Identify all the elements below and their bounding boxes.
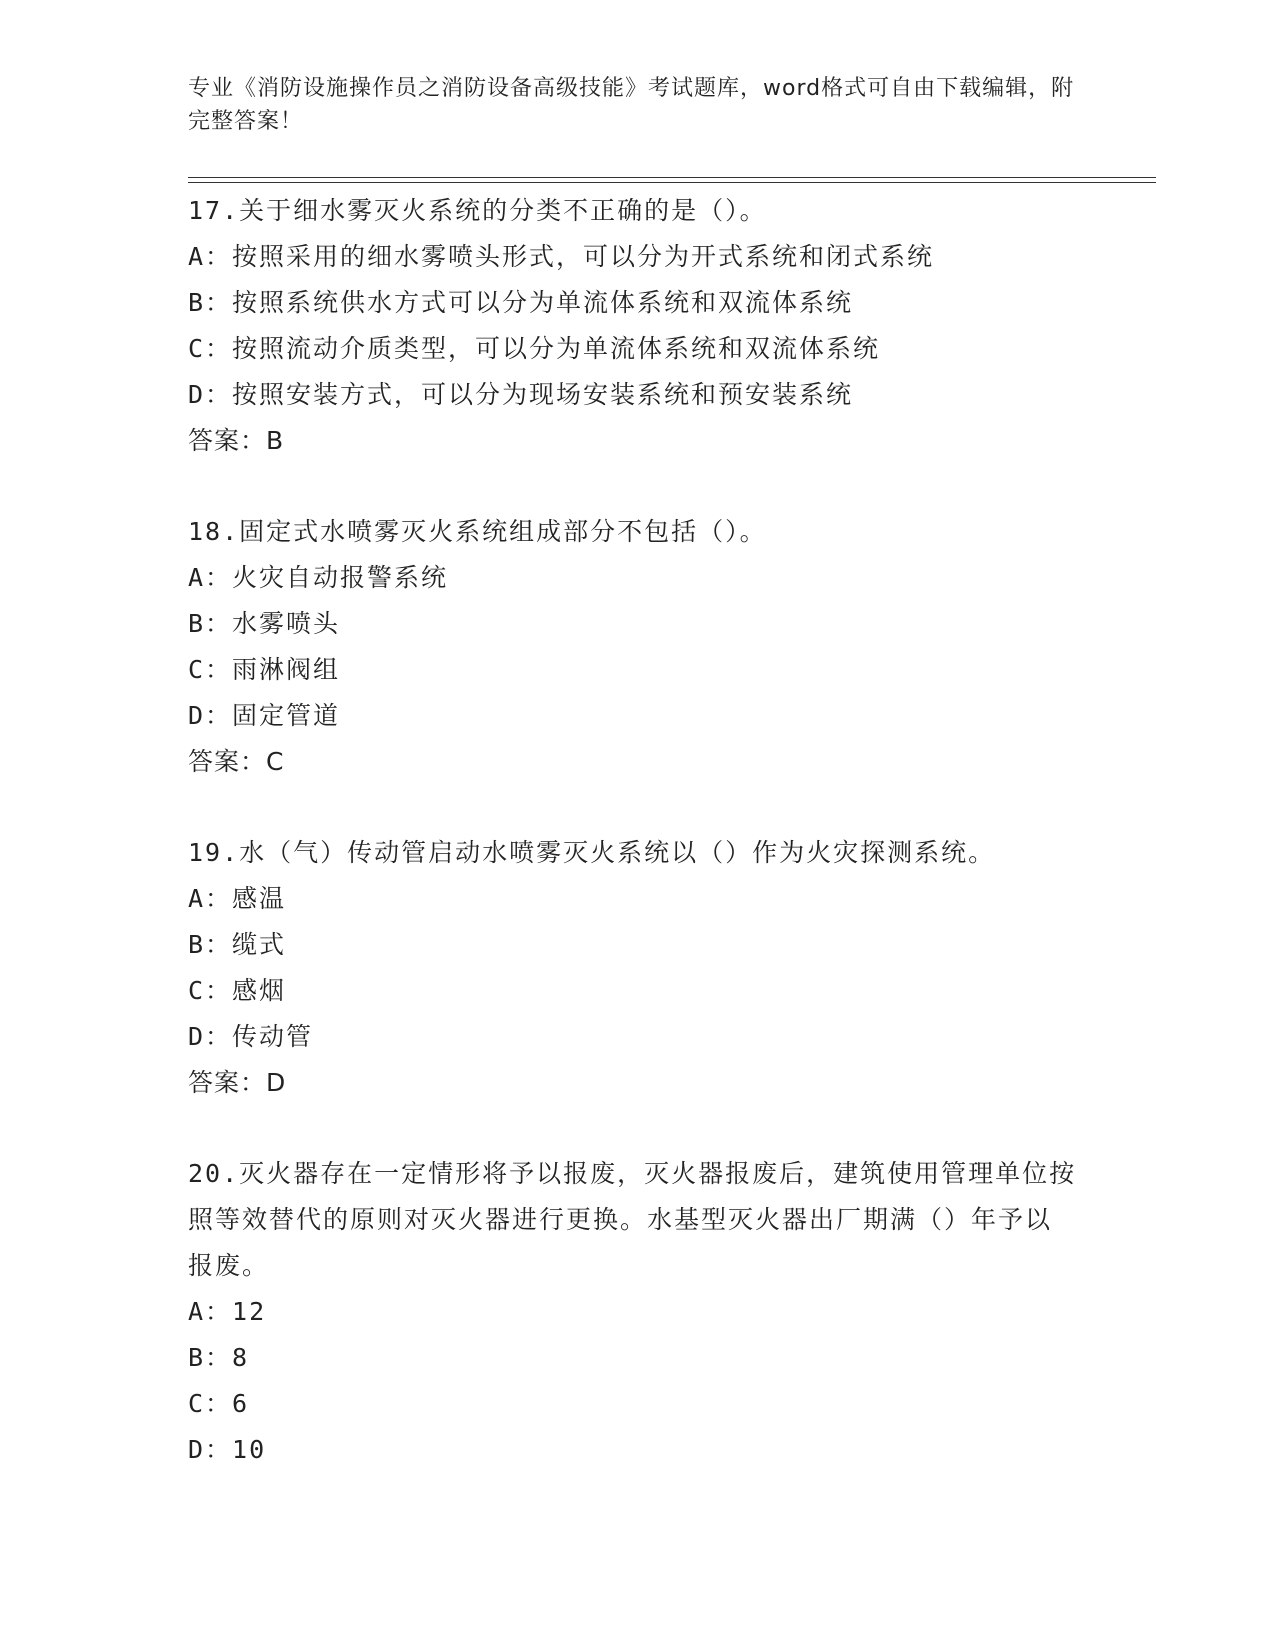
- answer-label: 答案：D: [188, 1068, 287, 1097]
- question-18: [188, 509, 1088, 785]
- question-stem: 19.水（气）传动管启动水喷雾灭火系统以（）作为火灾探测系统。: [188, 838, 996, 867]
- header-divider-top: [188, 177, 1156, 178]
- option-a: A：火灾自动报警系统: [188, 563, 449, 592]
- option-b: B：按照系统供水方式可以分为单流体系统和双流体系统: [188, 288, 854, 317]
- option-b: B：水雾喷头: [188, 609, 341, 638]
- option-a: A：感温: [188, 884, 287, 913]
- header-divider-bottom: [188, 182, 1156, 183]
- option-c: C：按照流动介质类型，可以分为单流体系统和双流体系统: [188, 334, 881, 363]
- option-b: B：缆式: [188, 930, 287, 959]
- question-stem: 18.固定式水喷雾灭火系统组成部分不包括（）。: [188, 517, 767, 546]
- option-c: C：6: [188, 1389, 250, 1418]
- option-a: A：12: [188, 1297, 267, 1326]
- option-a: A：按照采用的细水雾喷头形式，可以分为开式系统和闭式系统: [188, 242, 935, 271]
- option-d: D：10: [188, 1435, 267, 1464]
- option-d: D：按照安装方式，可以分为现场安装系统和预安装系统: [188, 380, 854, 409]
- option-c: C：雨淋阀组: [188, 655, 341, 684]
- answer-label: 答案：C: [188, 747, 285, 776]
- option-c: C：感烟: [188, 976, 287, 1005]
- question-19: [188, 830, 1088, 1106]
- question-17: [188, 188, 1088, 464]
- question-stem: 20.灭火器存在一定情形将予以报废，灭火器报废后，建筑使用管理单位按照等效替代的原则对灭火器进行更换。水基型灭火器出厂期满（）年予以报废。: [188, 1159, 1077, 1280]
- option-d: D：传动管: [188, 1022, 314, 1051]
- question-list: [188, 188, 1088, 1518]
- document-header: 专业《消防设施操作员之消防设备高级技能》考试题库，word格式可自由下载编辑，附完整答案！: [188, 76, 1075, 134]
- option-b: B：8: [188, 1343, 250, 1372]
- question-20: [188, 1151, 1088, 1473]
- option-d: D：固定管道: [188, 701, 341, 730]
- answer-label: 答案：B: [188, 426, 285, 455]
- question-stem: 17.关于细水雾灭火系统的分类不正确的是（）。: [188, 196, 767, 225]
